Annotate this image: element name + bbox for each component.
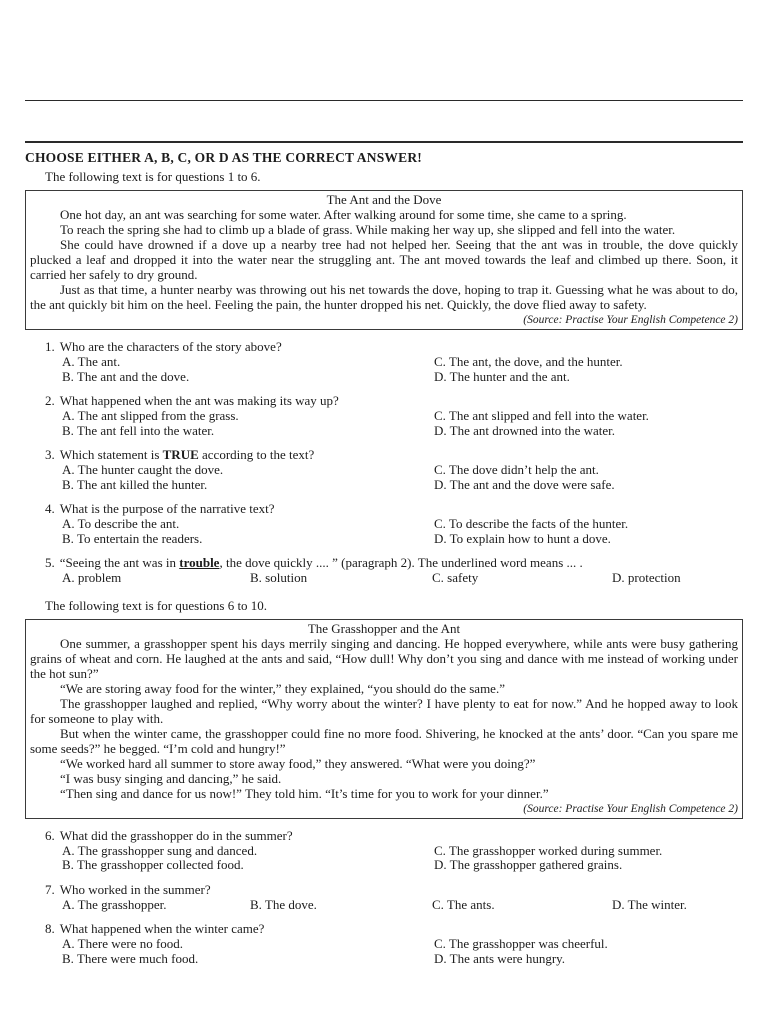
question-number: 3.	[45, 447, 55, 462]
question-7-text	[45, 882, 743, 897]
question-6-text	[45, 828, 743, 843]
question-3-text	[45, 447, 743, 462]
question-4	[25, 501, 743, 546]
question-7	[25, 882, 743, 913]
option-c: C. The ants.	[432, 896, 495, 912]
option-a: A. problem	[62, 570, 122, 585]
passage-title-2: The Grasshopper and the Ant	[307, 620, 461, 636]
question-2	[25, 393, 743, 438]
question-8	[25, 921, 743, 966]
option-b: B. The grasshopper collected food.	[62, 857, 244, 872]
question-5-text	[45, 555, 743, 570]
option-d: D. The winter.	[612, 896, 687, 912]
option-c: C. The grasshopper was cheerful.	[434, 936, 608, 951]
question-8-text	[45, 921, 743, 936]
option-a: A. The ant.	[62, 354, 121, 369]
option-c: C. The ant slipped and fell into the water.	[434, 408, 649, 423]
top-rule-2	[25, 141, 743, 143]
question-text-bold: TRUE	[162, 447, 199, 462]
option-d: D. The hunter and the ant.	[434, 368, 570, 384]
option-a: A. There were no food.	[62, 936, 184, 951]
passage2-paragraph-1: One summer, a grasshopper spent his days merrily singing and dancing. He hopped everywhere, while ants were busy gathering grains of wheat and corn. He laughed at the ants and said, “How dull! Why don’t you sing and dance with me instead of working under the hot sun?”	[30, 635, 738, 681]
passage1-paragraph-3: She could have drowned if a dove up a nearby tree had not helped her. Seeing that the ant was in trouble, the dove quickly plucked a leaf and dropped it into the water near the struggling ant. The ant moved towards the leaf and climbed up there. Soon, it carried her safely to dry ground.	[30, 237, 738, 282]
question-3	[25, 447, 743, 492]
question-5	[25, 555, 743, 586]
question-6-options	[45, 844, 743, 873]
option-d: D. The grasshopper gathered grains.	[434, 857, 623, 872]
question-text: according to the text?	[198, 447, 315, 462]
passage1-paragraph-2: To reach the spring she had to climb up a blade of grass. While making her way up, she slipped and fell into the water.	[60, 222, 676, 237]
question-text: Who worked in the summer?	[59, 881, 211, 897]
question-text: , the dove quickly .... ” (paragraph 2). The underlined word means ... .	[219, 555, 583, 570]
instruction-heading: CHOOSE EITHER A, B, C, OR D AS THE CORRECT ANSWER!	[25, 150, 422, 165]
passage-grasshopper-and-ant	[25, 619, 743, 819]
question-number: 8.	[45, 921, 55, 936]
source-citation-2: (Source: Practise Your English Competence 2)	[523, 802, 738, 815]
top-rule-1	[25, 100, 743, 101]
question-number: 1.	[45, 339, 55, 354]
question-number: 5.	[45, 555, 55, 570]
passage2-paragraph-2: “We are storing away food for the winter,” they explained, “you should do the same.”	[60, 680, 505, 696]
passage-title-1: The Ant and the Dove	[326, 192, 442, 207]
question-text: “Seeing the ant was in	[59, 555, 180, 570]
option-a: A. To describe the ant.	[62, 516, 180, 531]
question-1	[25, 339, 743, 384]
question-text: Who are the characters of the story above?	[59, 339, 282, 354]
option-a: A. The ant slipped from the grass.	[62, 408, 239, 423]
option-d: D. protection	[612, 570, 681, 585]
question-4-options	[45, 517, 743, 546]
question-number: 6.	[45, 827, 55, 843]
passage1-paragraph-1: One hot day, an ant was searching for some water. After walking around for some time, she came to a spring.	[60, 207, 627, 222]
option-c: C. The grasshopper worked during summer.	[434, 842, 663, 858]
option-b: B. The ant fell into the water.	[62, 422, 215, 438]
question-7-options	[45, 898, 743, 913]
option-a: A. The grasshopper.	[62, 896, 167, 912]
option-a: A. The hunter caught the dove.	[62, 462, 224, 477]
option-c: C. The dove didn’t help the ant.	[434, 462, 599, 477]
question-text: Which statement is	[59, 447, 163, 462]
intro-text-2: The following text is for questions 6 to 10.	[45, 597, 268, 613]
passage2-paragraph-3: The grasshopper laughed and replied, “Why worry about the winter? I have plenty to eat for now.” And he hopped away to look for someone to play with.	[30, 695, 738, 726]
option-d: D. To explain how to hunt a dove.	[434, 530, 611, 546]
option-b: B. There were much food.	[62, 950, 199, 966]
passage1-paragraph-4: Just as that time, a hunter nearby was throwing out his net towards the dove, hoping to trap it. Guessing what he was about to do, the ant quickly bit him on the heel. Feeling the pain, the hunter dropped his net. Quickly, the dove flied away to safety.	[30, 282, 738, 312]
option-d: D. The ants were hungry.	[434, 950, 566, 966]
option-c: C. To describe the facts of the hunter.	[434, 516, 629, 531]
passage2-paragraph-4: But when the winter came, the grasshopper could fine no more food. Shivering, he knocked at the ants’ door. “Can you spare me some seeds?” he begged. “I’m cold and hungry!”	[30, 725, 738, 756]
source-citation-1: (Source: Practise Your English Competence 2)	[523, 314, 738, 326]
option-a: A. The grasshopper sung and danced.	[62, 842, 258, 858]
option-b: B. The ant killed the hunter.	[62, 476, 208, 492]
question-text: What did the grasshopper do in the summer?	[59, 827, 293, 843]
option-c: C. safety	[432, 570, 479, 585]
question-text: What is the purpose of the narrative text?	[59, 501, 275, 516]
question-2-text	[45, 393, 743, 408]
passage2-paragraph-5: “We worked hard all summer to store away food,” they answered. “What were you doing?”	[60, 755, 536, 771]
question-text-bold-underline: trouble	[179, 555, 220, 570]
intro-text-1: The following text is for questions 1 to 6.	[45, 169, 261, 184]
option-c: C. The ant, the dove, and the hunter.	[434, 354, 623, 369]
question-number: 2.	[45, 393, 55, 408]
option-b: B. solution	[250, 570, 308, 585]
question-5-options	[45, 571, 743, 586]
question-3-options	[45, 463, 743, 492]
question-4-text	[45, 501, 743, 516]
question-2-options	[45, 409, 743, 438]
option-d: D. The ant and the dove were safe.	[434, 476, 615, 492]
question-1-text	[45, 339, 743, 354]
question-8-options	[45, 937, 743, 966]
question-text: What happened when the ant was making its way up?	[59, 393, 339, 408]
option-b: B. The dove.	[250, 896, 317, 912]
passage2-paragraph-6: “I was busy singing and dancing,” he said.	[60, 770, 282, 786]
question-1-options	[45, 355, 743, 384]
passage2-paragraph-7: “Then sing and dance for us now!” They told him. “It’s time for you to work for your dinner.”	[60, 785, 549, 801]
option-d: D. The ant drowned into the water.	[434, 422, 615, 438]
passage-ant-and-dove	[25, 190, 743, 330]
question-number: 7.	[45, 881, 55, 897]
question-text: What happened when the winter came?	[59, 921, 265, 936]
question-number: 4.	[45, 501, 55, 516]
question-6	[25, 828, 743, 873]
option-b: B. To entertain the readers.	[62, 530, 203, 546]
option-b: B. The ant and the dove.	[62, 368, 190, 384]
